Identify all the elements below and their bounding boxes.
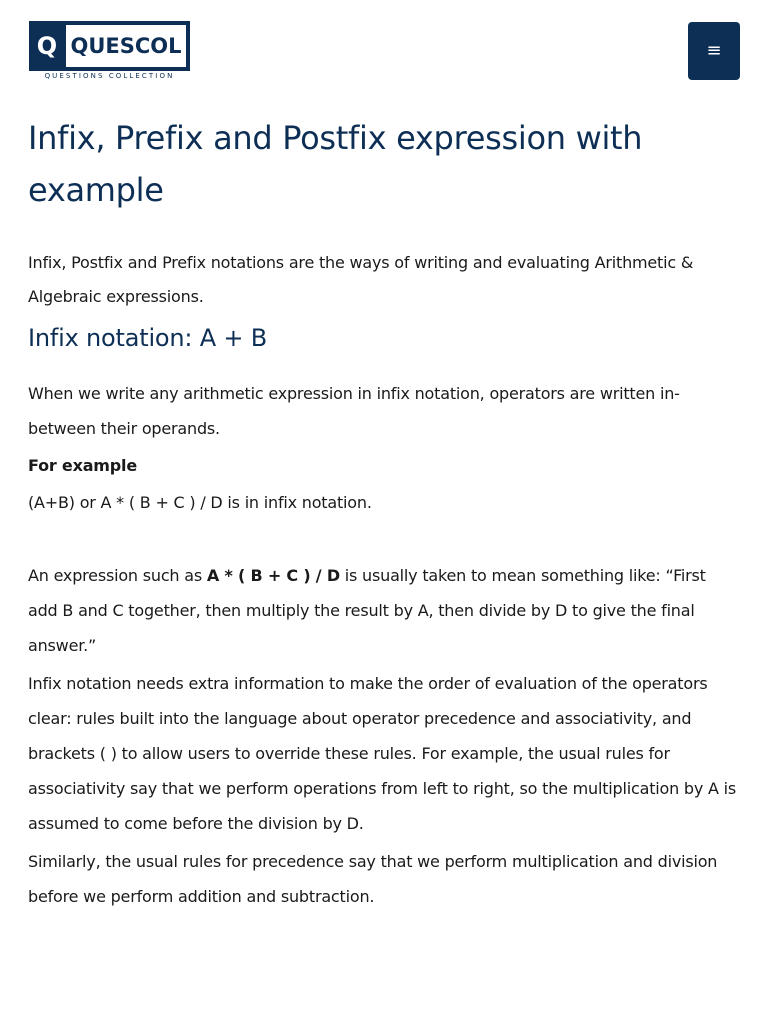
article-content bbox=[28, 112, 740, 914]
logo-tagline: QUESTIONS COLLECTION bbox=[44, 72, 175, 80]
menu-button[interactable] bbox=[688, 22, 740, 80]
expression-bold: A * ( B + C ) / D bbox=[206, 566, 340, 585]
page-title: Infix, Prefix and Postfix expression with example bbox=[28, 119, 643, 209]
precedence-paragraph: Similarly, the usual rules for precedence say that we perform multiplication and division before we perform addition and subtraction. bbox=[28, 852, 718, 906]
section-title: Infix notation: A + B bbox=[28, 324, 267, 352]
logo-name: QUESCOL bbox=[70, 34, 182, 58]
logo-letter: Q bbox=[36, 32, 58, 60]
site-logo[interactable] bbox=[29, 21, 190, 81]
site-header bbox=[0, 0, 768, 100]
expression-paragraph bbox=[28, 558, 740, 663]
expression-text-after: is usually taken to mean something like: “First add B and C together, then multiply the result by A, then divide by D to give the final answer.” bbox=[28, 566, 706, 655]
intro-paragraph: Infix, Postfix and Prefix notations are the ways of writing and evaluating Arithmetic & Algebraic expressions. bbox=[28, 253, 694, 306]
example-paragraph: (A+B) or A * ( B + C ) / D is in infix notation. bbox=[28, 493, 372, 512]
expression-text-before: An expression such as bbox=[28, 566, 207, 585]
hamburger-menu-icon: ≡ bbox=[706, 40, 722, 61]
extra-info-paragraph: Infix notation needs extra information to make the order of evaluation of the operators clear: rules built into the language about operator precedence and associativity, and brackets ( ) to allow users to override these rules. For example, the usual rules for associativity say that we perform operations from left to right, so the multiplication by A is assumed to come before the division by D. bbox=[28, 674, 737, 833]
infix-definition-paragraph: When we write any arithmetic expression in infix notation, operators are written in-between their operands. bbox=[28, 384, 680, 438]
example-label: For example bbox=[28, 456, 137, 475]
